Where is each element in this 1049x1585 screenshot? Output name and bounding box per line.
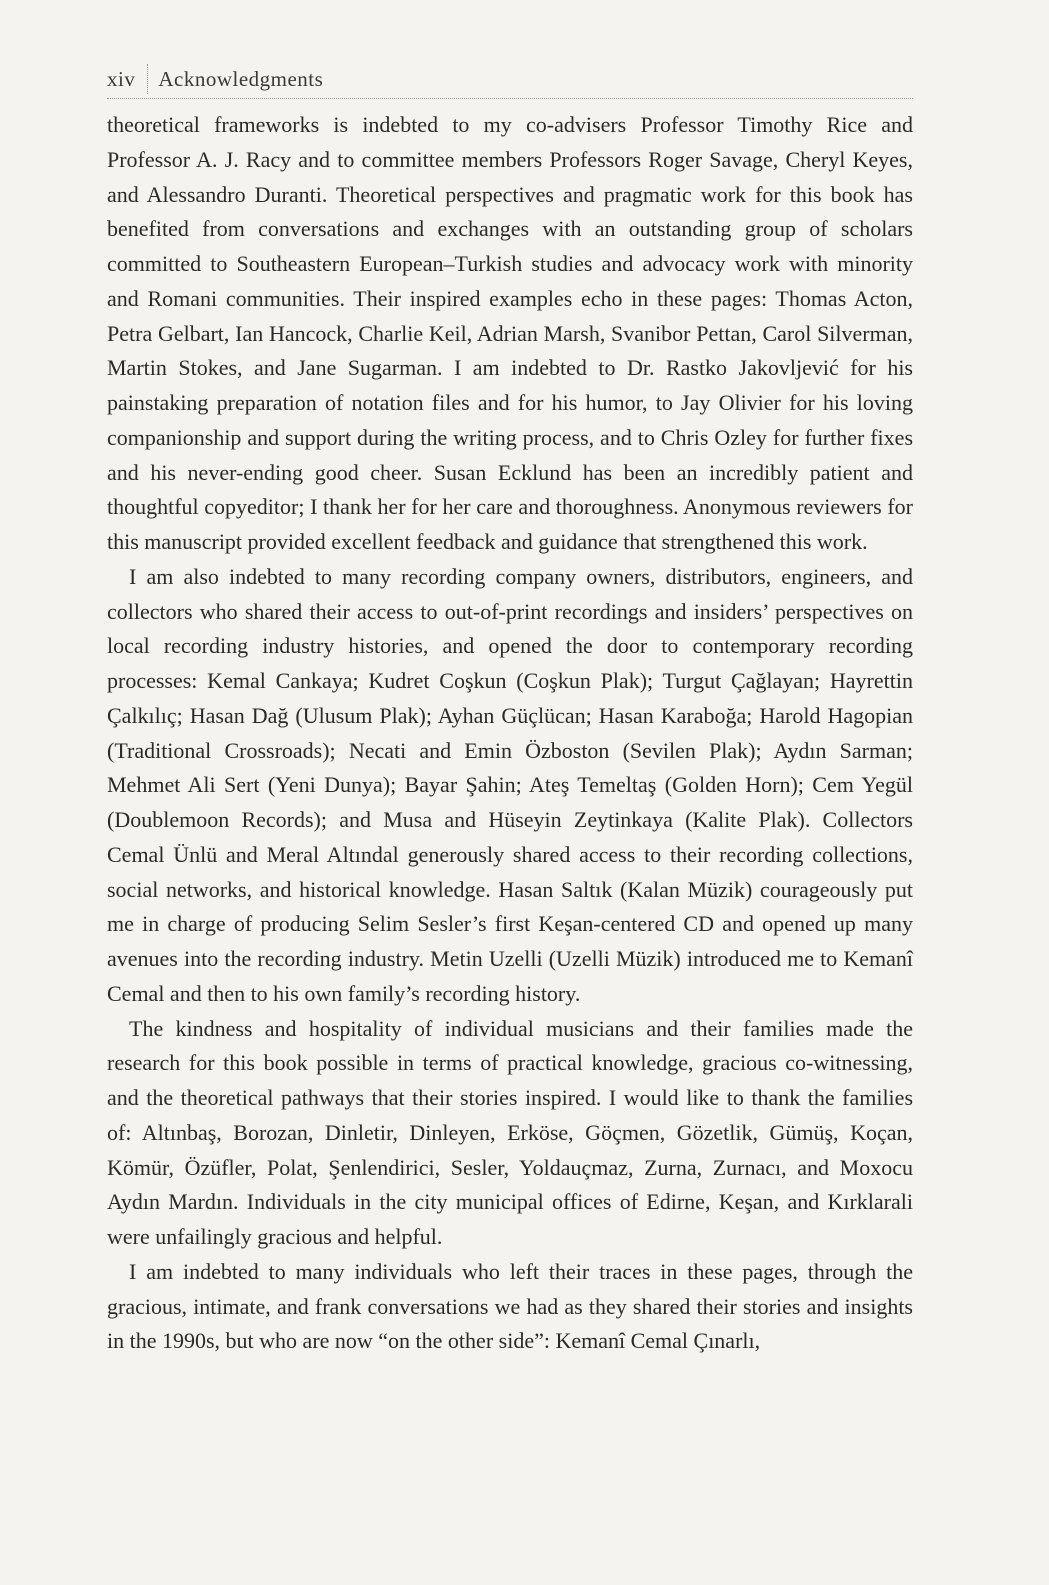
paragraph-musician-families: The kindness and hospitality of individual musicians and their families made the research for this book possible in terms of practical knowledge, gracious co-witnessing, and the theoretical pathways that their stories inspired. I would like to thank the families of: Altınbaş, Borozan, Dinletir, Dinleyen, Erköse, Göçmen, Gözetlik, Gümüş, Koçan, Kömür, Özüfler, Polat, Şenlendirici, Sesler, Yoldauçmaz, Zurna, Zurnacı, and Moxocu Aydın Mardın. Individuals in the city municipal offices of Edirne, Keşan, and Kırklarali were unfailingly gracious and helpful. [107, 1015, 913, 1249]
paragraph-recording-industry: I am also indebted to many recording company owners, distributors, engineers, and collectors who shared their access to out-of-print recordings and insiders’ perspectives on local recording industry histories, and opened the door to contemporary recording processes: Kemal Cankaya; Kudret Coşkun (Coşkun Plak); Turgut Çağlayan; Hayrettin Çalkılıç; Hasan Dağ (Ulusum Plak); Ayhan Güçlücan; Hasan Karaboğa; Harold Hagopian (Traditional Crossroads); Necati and Emin Özboston (Sevilen Plak); Aydın Sarman; Mehmet Ali Sert (Yeni Dunya); Bayar Şahin; Ateş Temeltaş (Golden Horn); Cem Yegül (Doublemoon Records); and Musa and Hüseyin Zeytinkaya (Kalite Plak). Collectors Cemal Ünlü and Meral Altındal generously shared access to their recording collections, social networks, and historical knowledge. Hasan Saltık (Kalan Müzik) courageously put me in charge of producing Selim Sesler’s first Keşan-centered CD and opened up many avenues into the recording industry. Metin Uzelli (Uzelli Müzik) introduced me to Kemanî Cemal and then to his own family’s recording history. [107, 563, 913, 1006]
section-title: Acknowledgments [158, 67, 324, 91]
paragraph-other-side: I am indebted to many individuals who left their traces in these pages, through the gracious, intimate, and frank conversations we had as they shared their stories and insights in the 1990s, but who are now “on the other side”: Kemanî Cemal Çınarlı, [107, 1258, 913, 1354]
body-text [107, 108, 913, 1359]
page-number: xiv [107, 64, 148, 94]
running-head [107, 64, 913, 99]
paragraph-continued: theoretical frameworks is indebted to my co-advisers Professor Timothy Rice and Professor A. J. Racy and to committee members Professors Roger Savage, Cheryl Keyes, and Alessandro Duranti. Theoretical perspectives and pragmatic work for this book has benefited from conversations and exchanges with an outstanding group of scholars committed to Southeastern European–Turkish studies and advocacy work with minority and Romani communities. Their inspired examples echo in these pages: Thomas Acton, Petra Gelbart, Ian Hancock, Charlie Keil, Adrian Marsh, Svanibor Pettan, Carol Silverman, Martin Stokes, and Jane Sugarman. I am indebted to Dr. Rastko Jakovljević for his painstaking preparation of notation files and for his humor, to Jay Olivier for his loving companionship and support during the writing process, and to Chris Ozley for further fixes and his never-ending good cheer. Susan Ecklund has been an incredibly patient and thoughtful copyeditor; I thank her for her care and thoroughness. Anonymous reviewers for this manuscript provided excellent feedback and guidance that strengthened this work. [107, 112, 913, 554]
